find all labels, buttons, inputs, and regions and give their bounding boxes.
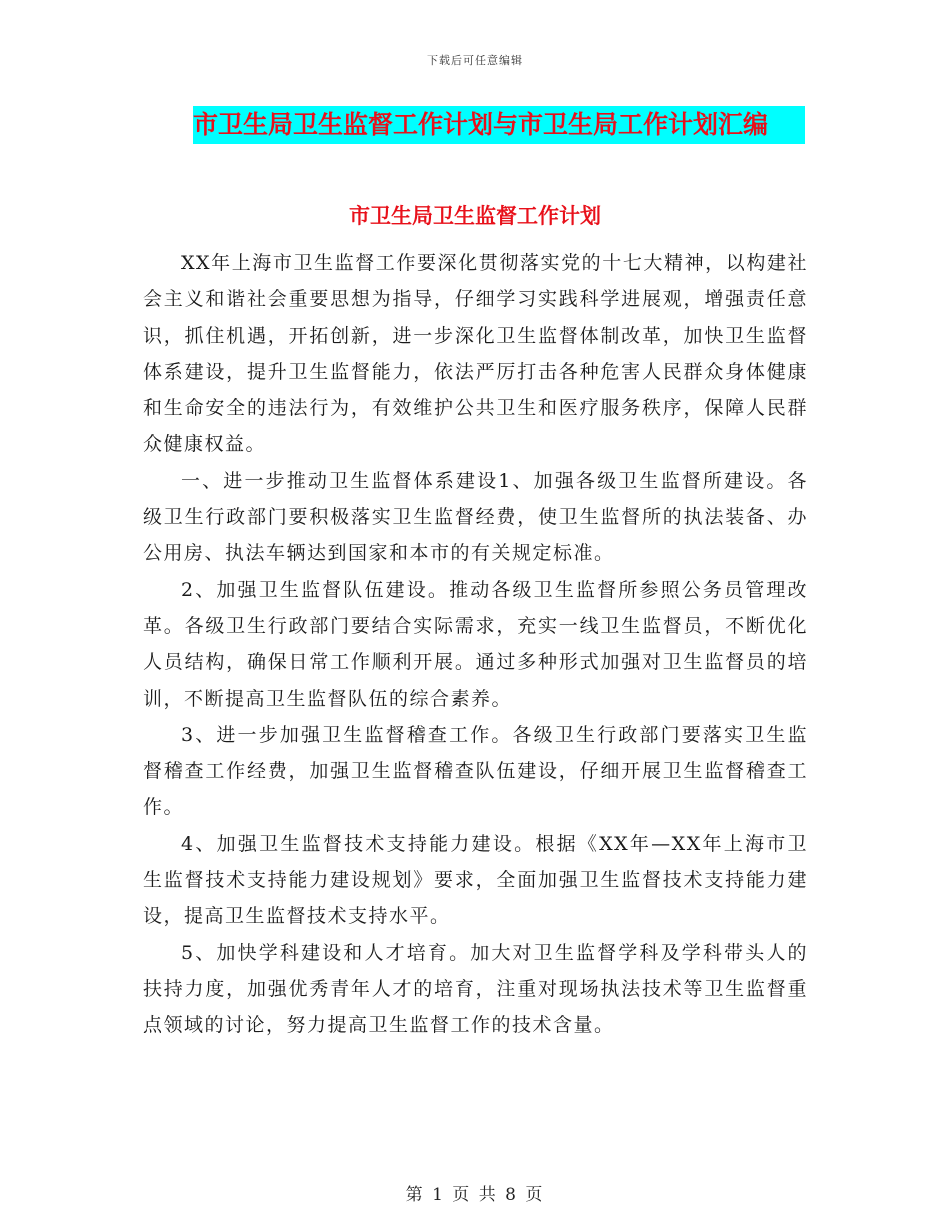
paragraph-item-1: 一、进一步推动卫生监督体系建设1、加强各级卫生监督所建设。各级卫生行政部门要积极落实卫生监督经费，使卫生监督所的执法装备、办公用房、执法车辆达到国家和本市的有关规定标准。 (143, 469, 808, 565)
paragraph-item-2: 2、加强卫生监督队伍建设。推动各级卫生监督所参照公务员管理改革。各级卫生行政部门要结合实际需求，充实一线卫生监督员，不断优化人员结构，确保日常工作顺利开展。通过多种形式加强对卫生监督员的培训，不断提高卫生监督队伍的综合素养。 (143, 578, 808, 710)
page-header-note: 下载后可任意编辑 (427, 54, 523, 67)
paragraph-item-4: 4、加强卫生监督技术支持能力建设。根据《XX年—XX年上海市卫生监督技术支持能力建设规划》要求，全面加强卫生监督技术支持能力建设，提高卫生监督技术支持水平。 (143, 832, 808, 928)
paragraph-item-5: 5、加快学科建设和人才培育。加大对卫生监督学科及学科带头人的扶持力度，加强优秀青年人才的培育，注重对现场执法技术等卫生监督重点领域的讨论，努力提高卫生监督工作的技术含量。 (143, 941, 808, 1037)
paragraph-intro: XX年上海市卫生监督工作要深化贯彻落实党的十七大精神，以构建社会主义和谐社会重要思想为指导，仔细学习实践科学进展观，增强责任意识，抓住机遇，开拓创新，进一步深化卫生监督体制改革，加快卫生监督体系建设，提升卫生监督能力，依法严厉打击各种危害人民群众身体健康和生命安全的违法行为，有效维护公共卫生和医疗服务秩序，保障人民群众健康权益。 (143, 252, 808, 456)
paragraph-item-3: 3、进一步加强卫生监督稽查工作。各级卫生行政部门要落实卫生监督稽查工作经费，加强卫生监督稽查队伍建设，仔细开展卫生监督稽查工作。 (143, 723, 808, 819)
document-title-highlight (193, 106, 805, 144)
document-title: 市卫生局卫生监督工作计划与市卫生局工作计划汇编 (193, 110, 769, 139)
section-title: 市卫生局卫生监督工作计划 (349, 203, 601, 228)
document-body (143, 245, 808, 1044)
page-number-footer: 第 1 页 共 8 页 (405, 1185, 545, 1205)
